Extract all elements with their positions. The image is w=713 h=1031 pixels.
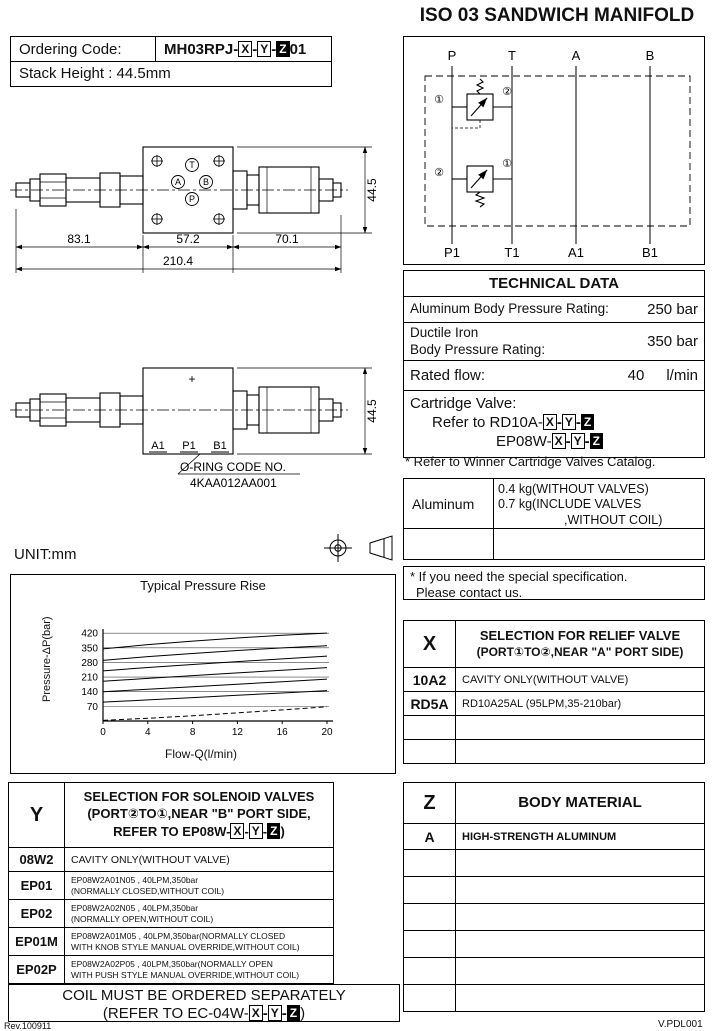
svg-text:20: 20 [321, 727, 333, 738]
y-desc-line2: WITH KNOB STYLE MANUAL OVERRIDE,WITHOUT COIL) [71, 941, 300, 952]
y-desc-line1: EP08W2A01N05 , 40LPM,350bar [71, 875, 199, 886]
y-desc-line1: EP08W2A02P05 , 40LPM,350bar(NORMALLY OPEN [71, 959, 273, 970]
dash: - [271, 40, 277, 58]
ductile-rating-value: 350 bar [647, 333, 698, 350]
ordering-code-label: Ordering Code: [19, 40, 122, 58]
circle-2-mark: ② [502, 86, 512, 98]
coil-refer-suffix: ) [300, 1005, 306, 1023]
svg-text:8: 8 [189, 727, 196, 738]
y-table-header [9, 783, 333, 847]
aluminum-rating-value: 250 bar [647, 301, 698, 318]
port-p1-label: P1 [182, 440, 196, 452]
y-box: Y [268, 1005, 282, 1021]
y-title-line2: (PORT②TO①,NEAR "B" PORT SIDE, [87, 806, 311, 822]
weight-line3: ,WITHOUT COIL) [564, 512, 663, 527]
weight-line2: 0.7 kg(INCLUDE VALVES [498, 497, 642, 512]
y-desc-line1: CAVITY ONLY(WITHOUT VALVE) [71, 853, 230, 866]
special-note-box [403, 566, 705, 600]
z-box: Z [267, 823, 280, 839]
y-row-code: EP02P [9, 956, 65, 983]
y-box: Y [257, 41, 271, 57]
refer-prefix-1: Refer to RD10A- [432, 413, 543, 431]
table-row [9, 847, 333, 871]
dim-total: 210.4 [162, 254, 194, 268]
y-desc-line2: (NORMALLY CLOSED,WITHOUT COIL) [71, 885, 225, 896]
y-title-line1: SELECTION FOR SOLENOID VALVES [83, 789, 315, 805]
rated-flow-label: Rated flow: [410, 367, 486, 384]
table-row-empty [404, 849, 704, 876]
svg-text:0: 0 [100, 727, 106, 738]
y-title-refer: REFER TO EP08W- [113, 823, 231, 839]
flow-number: 40 [627, 367, 645, 384]
coil-note-box [8, 984, 400, 1022]
dash: - [281, 1005, 287, 1023]
z-row-desc: HIGH-STRENGTH ALUMINUM [462, 830, 617, 843]
svg-text:70: 70 [86, 701, 98, 713]
flow-unit: l/min [666, 367, 698, 384]
projection-symbols [318, 532, 398, 564]
special-note-line2: Please contact us. [416, 585, 523, 601]
svg-text:280: 280 [81, 657, 98, 669]
z-body-material-table [403, 782, 705, 1012]
y-desc-line1: EP08W2A01M05 , 40LPM,350bar(NORMALLY CLOSED [71, 931, 286, 942]
y-box: Y [562, 414, 576, 430]
catalog-note: * Refer to Winner Cartridge Valves Catalog. [405, 454, 656, 469]
circle-1-mark: ① [434, 94, 444, 106]
y-row-desc [65, 928, 333, 955]
y-box: Y [571, 433, 585, 449]
coil-note-line1: COIL MUST BE ORDERED SEPARATELY [62, 987, 346, 1004]
table-row-empty [404, 984, 704, 1011]
technical-data-header: TECHNICAL DATA [404, 271, 704, 297]
x-box: X [249, 1005, 263, 1021]
chart-xlabel: Flow-Q(l/min) [165, 747, 237, 761]
weight-values [494, 479, 704, 528]
x-title-line2: (PORT①TO②,NEAR "A" PORT SIDE) [476, 644, 684, 659]
table-row [9, 927, 333, 955]
ductile-line1: Ductile Iron [410, 324, 479, 340]
table-row-empty [404, 715, 704, 739]
cone-symbol-icon [370, 536, 392, 560]
table-row [404, 479, 704, 529]
coil-note-line2 [9, 1005, 399, 1023]
dim-height-1: 44.5 [365, 178, 379, 202]
svg-text:210: 210 [81, 672, 98, 684]
x-row-desc: CAVITY ONLY(WITHOUT VALVE) [462, 673, 629, 686]
valve-assembly-outline [10, 147, 348, 233]
table-row-empty [404, 957, 704, 984]
y-title-suffix: ) [280, 823, 285, 839]
weight-material: Aluminum [404, 479, 494, 528]
z-box: Z [287, 1005, 300, 1021]
x-key: X [404, 621, 456, 667]
pressure-rise-chart [11, 597, 395, 745]
y-box: Y [249, 823, 263, 839]
x-table-header [404, 621, 704, 667]
svg-text:16: 16 [276, 727, 288, 738]
x-box: X [238, 41, 252, 57]
special-note-line1: * If you need the special specification. [410, 569, 628, 584]
y-selection-table [8, 782, 334, 984]
oring-note-line2: 4KAA012AA001 [190, 476, 277, 490]
dash: - [575, 413, 581, 431]
table-row [404, 297, 704, 323]
valve-assembly-outline-2 [10, 368, 348, 454]
table-row [9, 871, 333, 899]
cartridge-refer-2 [410, 433, 698, 452]
dash: - [252, 40, 258, 58]
y-title [65, 783, 333, 847]
revision-note: Rev.100911 [4, 1021, 52, 1031]
dash: - [262, 823, 268, 839]
y-row-code: EP01 [9, 872, 65, 899]
y-row-code: EP01M [9, 928, 65, 955]
z-key: Z [404, 783, 456, 823]
z-table-header [404, 783, 704, 823]
x-row-code: 10A2 [404, 668, 456, 691]
y-row-code: EP02 [9, 900, 65, 927]
port-b1-label: B1 [213, 440, 227, 452]
table-row [9, 899, 333, 927]
y-key: Y [9, 783, 65, 847]
x-title-line1: SELECTION FOR RELIEF VALVE [479, 627, 681, 643]
oring-note-line1: O-RING CODE NO. [180, 460, 287, 474]
code-suffix: 01 [289, 40, 307, 58]
port-a1-label: A1 [151, 440, 165, 452]
dimension-lines-2 [237, 368, 372, 454]
circle-2-mark: ② [434, 167, 444, 179]
doc-number: V.PDL001 [658, 1019, 703, 1030]
table-row [404, 691, 704, 715]
pressure-rise-chart-panel [10, 574, 396, 774]
dim-83: 83.1 [67, 232, 91, 246]
dim-70: 70.1 [275, 232, 299, 246]
dim-height-2: 44.5 [365, 399, 379, 423]
aluminum-rating-label: Aluminum Body Pressure Rating: [410, 301, 609, 317]
ordering-code-value [156, 41, 306, 58]
refer-prefix-2: EP08W- [496, 432, 552, 450]
y-row-desc [65, 900, 333, 927]
z-box: Z [581, 414, 594, 430]
table-row-empty [404, 903, 704, 930]
dash: - [556, 413, 562, 431]
x-box: X [552, 433, 566, 449]
port-a-label: A [174, 177, 182, 187]
manifold-top-view-drawing [8, 95, 400, 300]
manifold-side-view-drawing [8, 350, 400, 540]
z-box: Z [590, 433, 603, 449]
svg-text:140: 140 [81, 687, 98, 699]
port-t-label: T [189, 160, 195, 170]
port-p-label: P [188, 194, 196, 204]
ordering-code-box [10, 36, 332, 62]
coil-refer-prefix: (REFER TO EC-04W- [102, 1005, 249, 1023]
y-desc-line2: (NORMALLY OPEN,WITHOUT COIL) [71, 913, 214, 924]
dash: - [584, 432, 590, 450]
table-row [404, 361, 704, 391]
table-row-empty [404, 529, 704, 559]
schematic-port-b1: B1 [642, 245, 658, 260]
y-desc-line1: EP08W2A02N05 , 40LPM,350bar [71, 903, 199, 914]
schematic-port-b: B [645, 48, 655, 63]
y-row-desc [65, 848, 333, 871]
svg-text:350: 350 [81, 643, 98, 655]
schematic-port-p: P [447, 48, 457, 63]
port-b-label: B [202, 177, 210, 187]
y-row-desc [65, 956, 333, 983]
cartridge-line1: Cartridge Valve: [410, 395, 517, 412]
schematic-port-a: A [571, 48, 581, 63]
schematic-port-t1: T1 [504, 245, 520, 260]
stack-height-box: Stack Height : 44.5mm [10, 61, 332, 87]
x-row-desc: RD10A25AL (95LPM,35-210bar) [462, 697, 622, 710]
z-box: Z [276, 41, 289, 57]
table-row [404, 667, 704, 691]
schematic-port-t: T [508, 48, 516, 63]
unit-label: UNIT:mm [14, 546, 77, 563]
hydraulic-schematic [403, 36, 705, 265]
z-row-code: A [404, 824, 456, 849]
x-row-code: RD5A [404, 692, 456, 715]
svg-text:12: 12 [231, 727, 243, 738]
table-row [404, 823, 704, 849]
dash: - [244, 823, 249, 839]
rated-flow-value [628, 367, 698, 384]
cartridge-refer-1 [410, 414, 698, 433]
table-row [404, 323, 704, 361]
y-row-code: 08W2 [9, 848, 65, 871]
body-plus-mark: + [188, 372, 196, 386]
solenoid-valve-symbol [452, 166, 512, 207]
svg-text:4: 4 [145, 727, 151, 738]
schematic-port-p1: P1 [444, 245, 460, 260]
x-box: X [230, 823, 244, 839]
chart-ylabel: Pressure-ΔP(bar) [41, 616, 53, 702]
svg-text:420: 420 [81, 628, 98, 640]
dash: - [565, 432, 571, 450]
technical-data-table [403, 270, 705, 458]
y-desc-line2: WITH PUSH STYLE MANUAL OVERRIDE,WITHOUT COIL) [71, 969, 300, 980]
weight-table [403, 478, 705, 560]
x-selection-table [403, 620, 705, 764]
z-title-text: BODY MATERIAL [518, 794, 642, 812]
dash: - [262, 1005, 268, 1023]
page-title: ISO 03 SANDWICH MANIFOLD [419, 5, 695, 26]
ductile-line2: Body Pressure Rating: [410, 341, 546, 357]
dim-57: 57.2 [176, 232, 200, 246]
chart-title: Typical Pressure Rise [140, 578, 266, 593]
y-title-line3 [113, 823, 285, 841]
table-row-empty [404, 739, 704, 763]
x-title [456, 621, 704, 667]
schematic-port-a1: A1 [568, 245, 584, 260]
cartridge-valve-note [404, 391, 704, 457]
table-row [9, 955, 333, 983]
table-row-empty [404, 876, 704, 903]
x-box: X [543, 414, 557, 430]
flow-lines [452, 66, 650, 244]
weight-line1: 0.4 kg(WITHOUT VALVES) [498, 482, 649, 496]
table-row-empty [404, 930, 704, 957]
circle-1-mark: ① [502, 158, 512, 170]
y-row-desc [65, 872, 333, 899]
code-prefix: MH03RPJ- [164, 40, 239, 58]
z-title [456, 783, 704, 823]
ductile-rating-label [410, 325, 545, 359]
